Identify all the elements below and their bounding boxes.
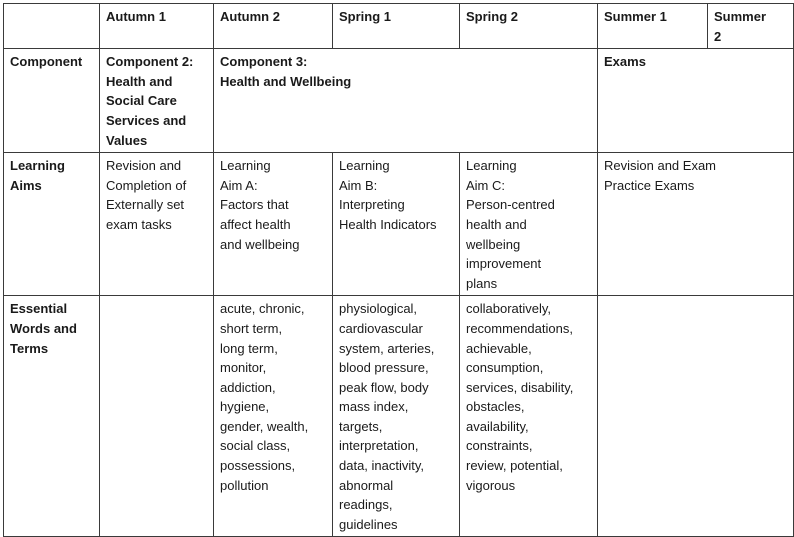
essential-words-summer — [598, 296, 794, 537]
exams-cell: Exams — [598, 49, 794, 153]
header-autumn-1: Autumn 1 — [100, 4, 214, 49]
learning-aims-autumn-2: Learning Aim A: Factors that affect health and wellbeing — [214, 153, 333, 296]
header-autumn-2: Autumn 2 — [214, 4, 333, 49]
header-row — [4, 4, 794, 49]
learning-aims-spring-2: Learning Aim C: Person-centred health and wellbeing improvement plans — [460, 153, 598, 296]
header-summer-1: Summer 1 — [598, 4, 708, 49]
header-summer-2: Summer 2 — [708, 4, 794, 49]
learning-aims-label: Learning Aims — [4, 153, 100, 296]
learning-aims-autumn-1: Revision and Completion of Externally set exam tasks — [100, 153, 214, 296]
component-2-cell: Component 2: Health and Social Care Services and Values — [100, 49, 214, 153]
essential-words-spring-2: collaboratively, recommendations, achievable, consumption, services, disability, obstacles, availability, constraints, review, potential, vigorous — [460, 296, 598, 537]
component-3-cell: Component 3: Health and Wellbeing — [214, 49, 598, 153]
learning-aims-row — [4, 153, 794, 296]
learning-aims-spring-1: Learning Aim B: Interpreting Health Indicators — [333, 153, 460, 296]
essential-words-spring-1: physiological, cardiovascular system, arteries, blood pressure, peak flow, body mass index, targets, interpretation, data, inactivity, abnormal readings, guidelines — [333, 296, 460, 537]
component-label: Component — [4, 49, 100, 153]
header-spring-2: Spring 2 — [460, 4, 598, 49]
curriculum-table — [3, 3, 794, 537]
header-corner-cell — [4, 4, 100, 49]
learning-aims-summer: Revision and Exam Practice Exams — [598, 153, 794, 296]
essential-words-label: Essential Words and Terms — [4, 296, 100, 537]
essential-words-autumn-2: acute, chronic, short term, long term, monitor, addiction, hygiene, gender, wealth, social class, possessions, pollution — [214, 296, 333, 537]
header-spring-1: Spring 1 — [333, 4, 460, 49]
essential-words-autumn-1 — [100, 296, 214, 537]
essential-words-row — [4, 296, 794, 537]
component-row — [4, 49, 794, 153]
